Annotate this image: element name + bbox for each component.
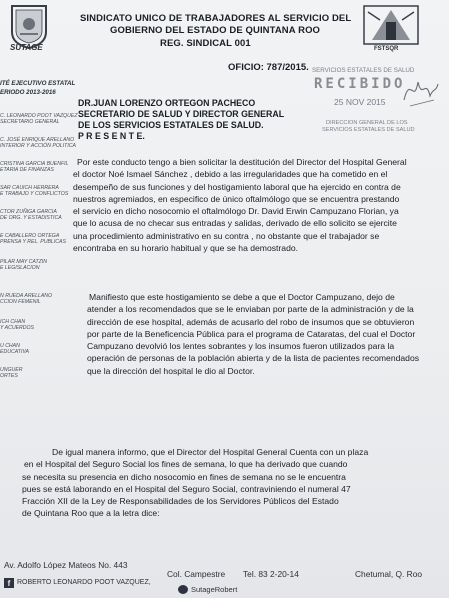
committee-period: ERIODO 2013-2016 — [0, 89, 56, 96]
committee-member: CTOR ZUÑIGA GARCIA — [0, 209, 57, 215]
paragraph-line: el servicio en dicho nosocomio el oftalmólogo Dr. David Erwin Campuzano Florian, ya — [73, 206, 399, 217]
paragraph-line: Fracción XII de la Ley de Responsabilidades de los Servidores Públicos del Estado — [22, 496, 339, 507]
footer-address: Av. Adolfo López Mateos No. 443 — [4, 560, 128, 570]
paragraph-2 — [73, 291, 445, 377]
footer-phone: Tel. 83 2-20-14 — [243, 569, 299, 579]
committee-role: ORTES — [0, 373, 18, 379]
footer-colonia: Col. Campestre — [167, 569, 226, 579]
union-registry: REG. SINDICAL 001 — [160, 38, 251, 49]
paragraph-line: Campuzano devolvió los lentes sobrantes y los insumos fueron utilizados para la — [87, 341, 395, 352]
stamp-word: RECIBIDO — [314, 76, 406, 92]
committee-role: E TRABAJO Y CONFLICTOS — [0, 191, 69, 197]
committee-member: U CHAN — [0, 343, 20, 349]
fstsqr-logo-text: FSTSQR — [374, 46, 399, 52]
facebook-icon: f — [4, 578, 14, 588]
stamp-org: SERVICIOS ESTATALES DE SALUD — [312, 67, 415, 74]
paragraph-line: Manifiesto que este hostigamiento se debe a que el Doctor Campuzano, dejo de — [89, 292, 395, 302]
committee-member: C. LEONARDO POOT VAZQUEZ — [0, 113, 78, 119]
paragraph-line: operación de personas de la población abierta y de la lista de pacientes recomendados — [87, 353, 420, 364]
fstsqr-logo — [360, 2, 422, 56]
committee-member: E CABALLERO ORTEGA — [0, 233, 60, 239]
paragraph-1 — [73, 156, 445, 254]
paragraph-line: el doctor Noé Ismael Sánchez , debido a las irregularidades que ha cometido en el — [73, 169, 388, 180]
paragraph-line: que la dirección del hospital le dio al Doctor. — [87, 365, 255, 376]
paragraph-line: una procedimiento administrativo en su contra , no obstante que el trabajador se — [73, 230, 380, 241]
sutage-logo — [4, 2, 54, 54]
paragraph-line: se necesita su presencia en dicho nosocomio en fines de semana no se le encuentra — [22, 471, 346, 482]
union-name-line1: SINDICATO UNICO DE TRABAJADORES AL SERVICIO DEL — [80, 13, 352, 24]
committee-role: INTERIOR Y ACCIÓN POLITICA — [0, 143, 77, 149]
committee-member: ICH CHAN — [0, 319, 26, 325]
committee-role: ETARIA DE FINANZAS — [0, 167, 54, 173]
paragraph-line: pues se está laborando en el Hospital del Seguro Social, contraviniendo el numeral 47 — [22, 483, 351, 494]
committee-role: SECRETARIO GENERAL — [0, 119, 60, 125]
paragraph-line: dirección de ese hospital, además de acusarlo del robo de insumos que se obtuvieron — [87, 316, 415, 327]
addressee-title-2: DE LOS SERVICIOS ESTATALES DE SALUD. — [78, 120, 264, 130]
paragraph-line: que lo acusa de no checar sus entradas y salidas, derivado de ello solicito se ejercite — [73, 218, 397, 229]
committee-role: DE ORG. Y ESTADISTICA — [0, 215, 62, 221]
footer-city: Chetumal, Q. Roo — [355, 569, 423, 579]
received-stamp — [300, 60, 440, 135]
sutage-logo-text: SUTAGE — [10, 43, 43, 52]
union-name-line2: GOBIERNO DEL ESTADO DE QUINTANA ROO — [110, 25, 321, 36]
paragraph-line: De igual manera informo, que el Director del Hospital General Cuenta con un plaza — [52, 447, 369, 457]
committee-role: Y ACUERDOS — [0, 325, 35, 331]
paragraph-line: nuestros agremiados, en especifico de único oftalmólogo que se encuentra prestando — [73, 193, 400, 204]
stamp-date: 25 NOV 2015 — [334, 97, 386, 107]
paragraph-line: Por este conducto tengo a bien solicitar la destitución del Director del Hospital General — [77, 157, 407, 167]
twitter-icon — [178, 585, 188, 594]
addressee-title-1: SECRETARIO DE SALUD Y DIRECTOR GENERAL — [78, 109, 285, 119]
committee-member: N RUEDA ARELLANO — [0, 293, 53, 299]
committee-member: PILAR MAY CATZIN — [0, 259, 47, 265]
paragraph-line: en el Hospital del Seguro Social los fines de semana, lo que ha derivado que cuando — [24, 459, 348, 470]
addressee-present: P R E S E N T E. — [78, 131, 145, 141]
paragraph-3 — [22, 446, 446, 520]
stamp-dept-line2: SERVICIOS ESTATALES DE SALUD — [322, 127, 415, 133]
committee-member: C. JOSÉ ENRIQUE ARELLANO — [0, 137, 75, 143]
committee-title: ITÉ EJECUTIVO ESTATAL — [0, 80, 76, 87]
paragraph-line: de Quintana Roo que a la letra dice: — [22, 508, 160, 519]
paragraph-line: encontraba en su horario habitual y que se ha demostrado. — [73, 243, 299, 254]
committee-role: CCION FEMENIL — [0, 299, 41, 305]
footer-facebook: ROBERTO LEONARDO POOT VAZQUEZ, — [17, 579, 151, 586]
committee-member: SAR CAUICH HERRERA — [0, 185, 59, 191]
paragraph-line: por parte de la Beneficencia Pública para el programa de Cataratas, del cual el Doctor — [87, 328, 416, 339]
committee-role: PRENSA Y REL. PUBLICAS — [0, 239, 66, 245]
committee-role: E LEGISLACION — [0, 265, 40, 271]
paragraph-line: desempeño de sus funciones y del hostigamiento laboral que ha ejercido en contra de — [73, 181, 401, 192]
stamp-dept-line1: DIRECCION GENERAL DE LOS — [326, 120, 408, 126]
paragraph-line: atender a los recomendados que se le enviaban por parte de la administración y de la — [87, 304, 414, 315]
committee-member: CRISTINA GARCIA BUENFIL — [0, 161, 69, 167]
handwritten-signature — [400, 70, 440, 110]
addressee-name: DR.JUAN LORENZO ORTEGON PACHECO — [78, 98, 256, 108]
footer-twitter: SutageRobert — [191, 585, 238, 594]
committee-member: UNGUER — [0, 367, 23, 373]
committee-role: EDUCATIVA — [0, 349, 30, 355]
oficio-number: OFICIO: 787/2015. — [228, 62, 309, 73]
